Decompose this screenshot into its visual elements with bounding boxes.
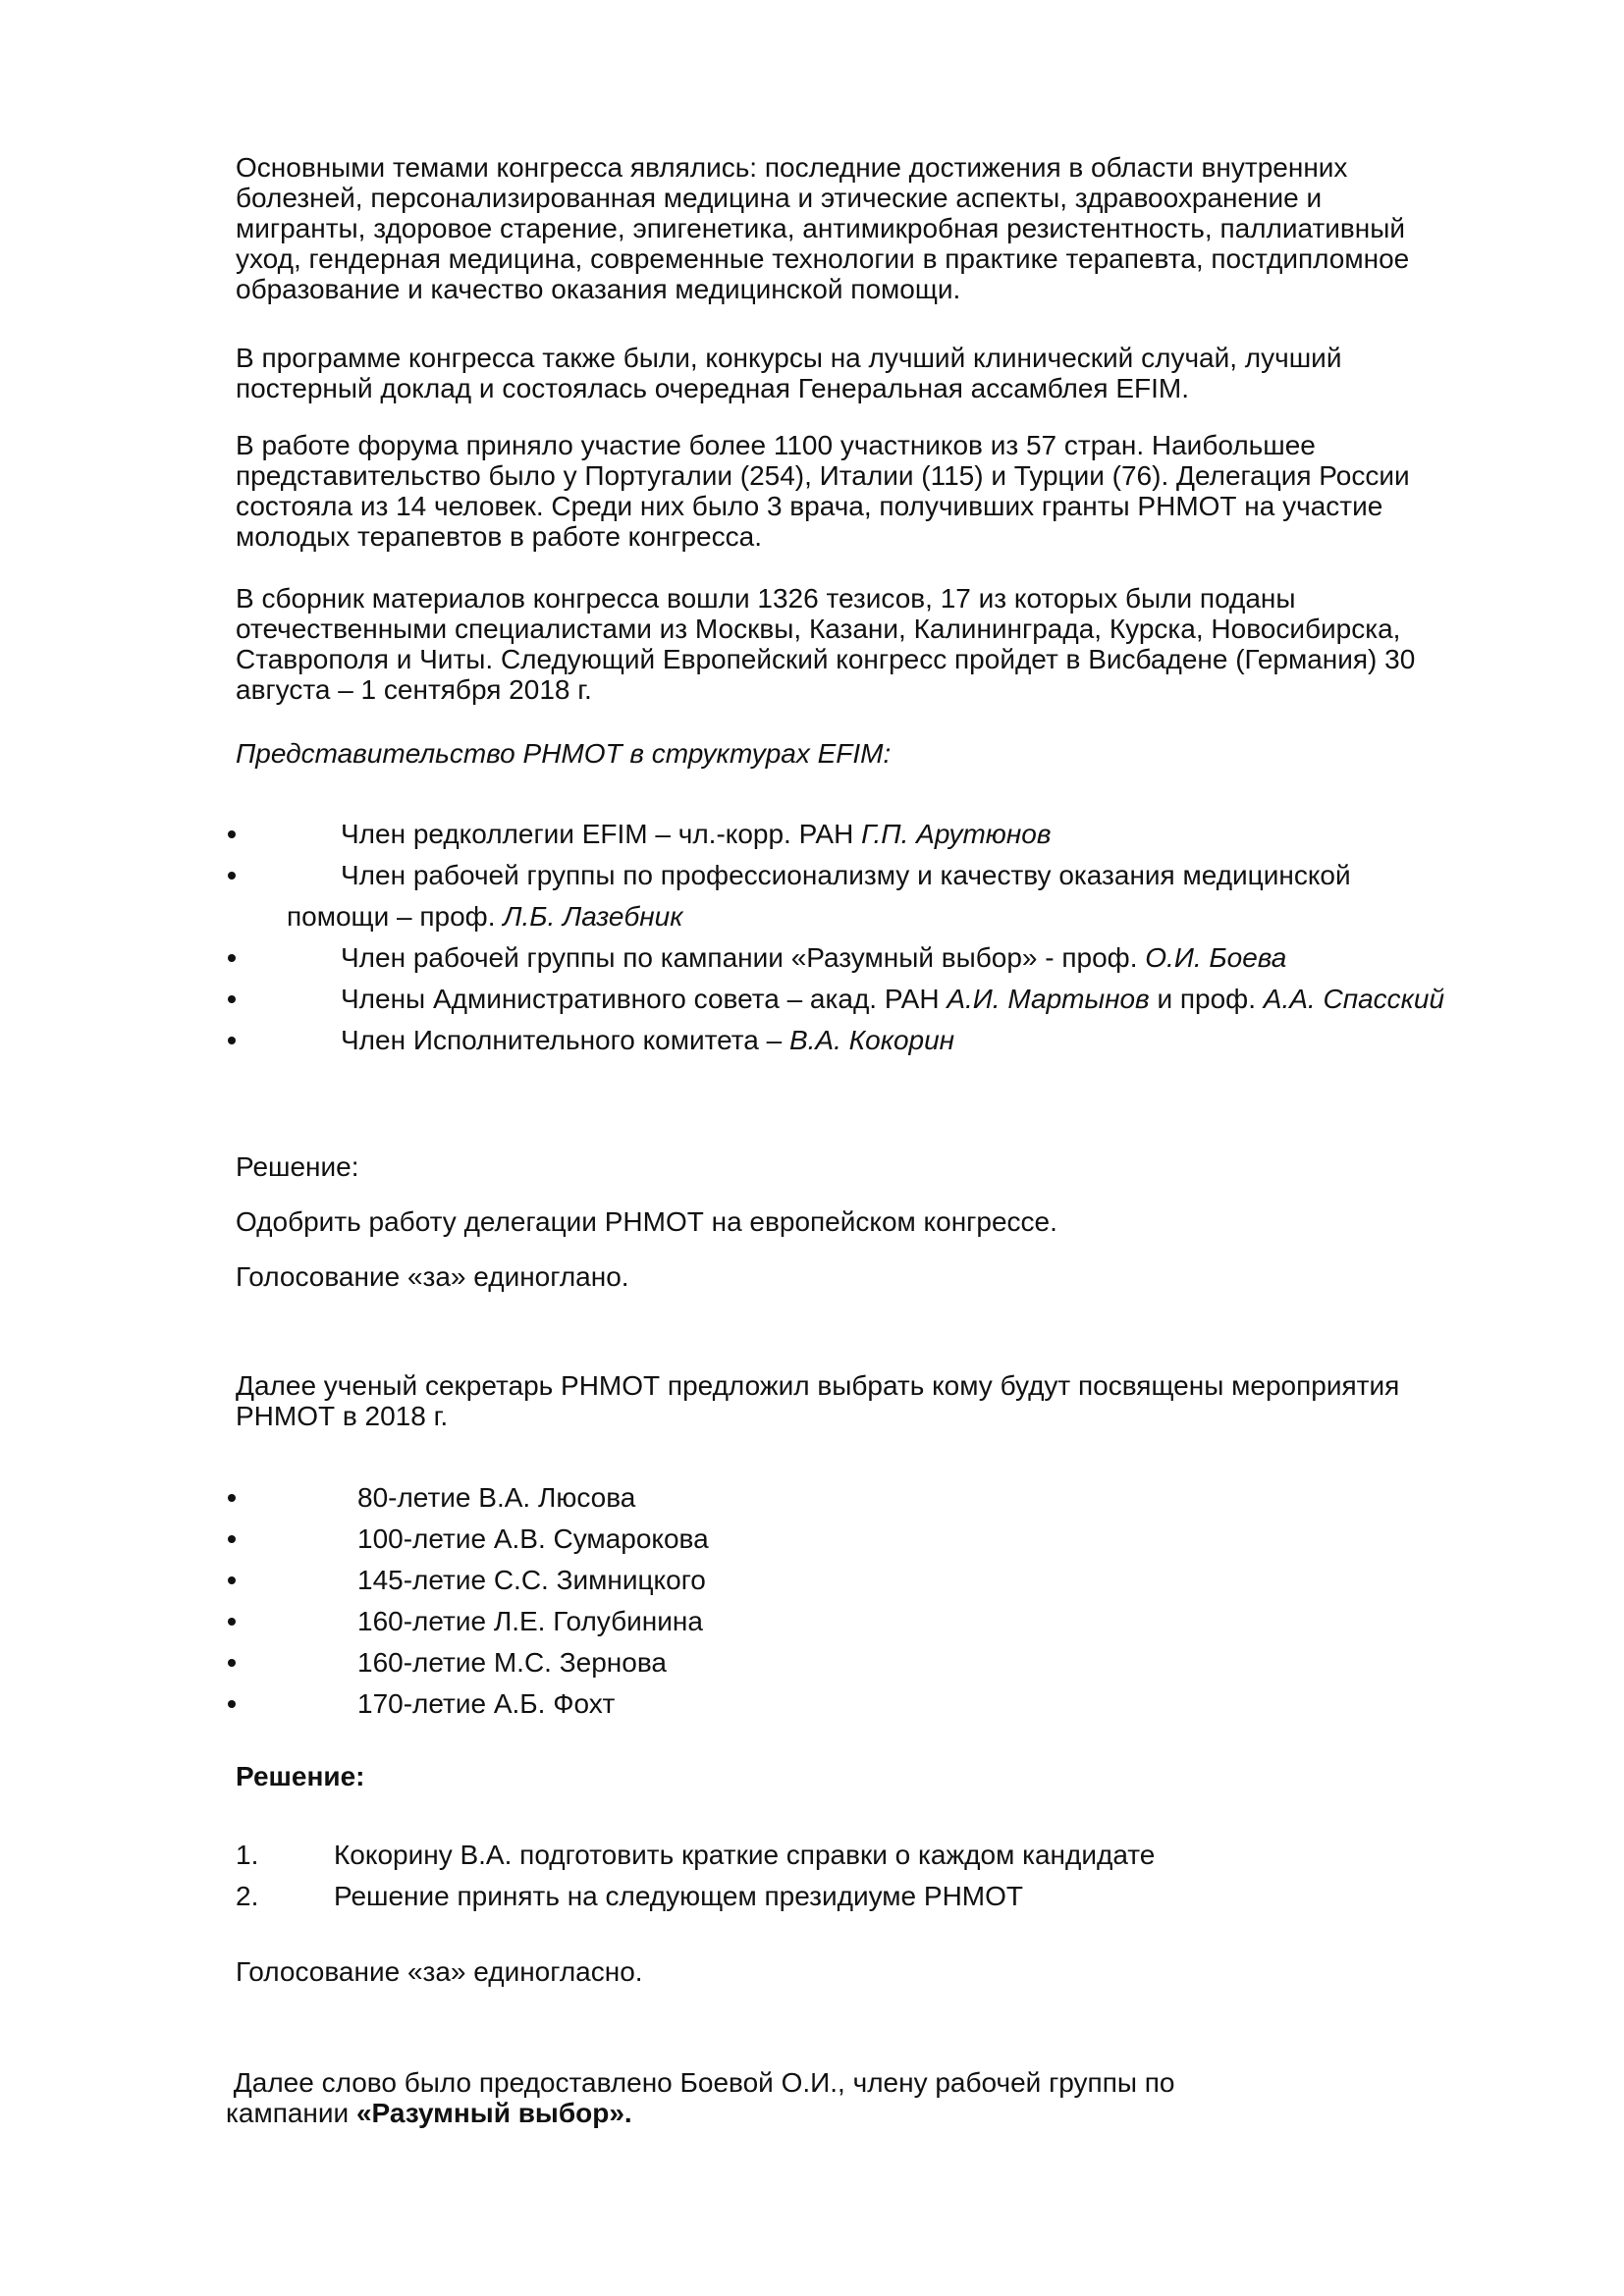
document-page: Основными темами конгресса являлись: последние достижения в области внутренних болезней, персонализированная медицина и этические аспекты, здравоохранение и мигранты, здоровое старение, эпигенетика, антимикробная резистентность, паллиативный уход, гендерная медицина, современные технологии в практике терапевта, постдипломное образование и качество оказания медицинской помощи. В программе конгресса также были, конкурсы на лучший клинический случай, лучший постерный доклад и состоялась очередная Генеральная ассамблея EFIM. В работе форума приняло участие более 1100 участников из 57 стран. Наибольшее представительство было у Португалии (254), Италии (115) и Турции (76). Делегация России состояла из 14 человек. Среди них было 3 врача, получивших гранты РНМОТ на участие молодых терапевтов в работе конгресса. В сборник материалов конгресса вошли 1326 тезисов, 17 из которых были поданы отечественными специалистами из Москвы, Казани, Калининграда, Курска, Новосибирска, Ставрополя и Читы. Следующий Европейский конгресс пройдет в Висбадене (Германия) 30 августа – 1 сентября 2018 г. Представительство РНМОТ в структурах EFIM: Член редколлегии EFIM – чл.-корр. РАН Г.П. Арутюнов Член рабочей группы по профессионализму и качеству оказания медицинской помощи – проф. Л.Б. Лазебник Член рабочей группы по кампании «Разумный выбор» - проф. О.И. Боева Члены Административного совета – акад. РАН А.И. Мартынов и проф. А.А. Спасский Член Исполнительного комитета – В.А. Кокорин Решение: Одобрить работу делегации РНМОТ на европейском конгрессе. Голосование «за» единоглано. Далее ученый секретарь РНМОТ предложил выбрать кому будут посвящены мероприятия РНМОТ в 2018 г. 80-летие В.А. Люсова 100-летие А.В. Сумарокова 145-летие С.С. Зимницкого 160-летие Л.Е. Голубинина 160-летие М.С. Зернова 170-летие А.Б. Фохт Решение: 1. Кокорину В.А. подготовить краткие справки о каждом кандидате 2. Решение принять на следующем президиуме РНМОТ Голосование «за» единогласно. Далее слово было предоставлено Боевой О.И., члену рабочей группы по кампании «Разумный выбор». (0, 0, 1624, 2296)
program-paragraph (236, 343, 1512, 403)
bullet-icon (228, 1494, 236, 1502)
text-line: уход, гендерная медицина, современные технологии в практике терапевта, постдипломное (236, 243, 1410, 274)
bullet-icon (228, 830, 236, 838)
decision-text: Одобрить работу делегации РНМОТ на европейском конгрессе. (236, 1206, 1057, 1237)
text-line: представительство было у Португалии (254), Италии (115) и Турции (76). Делегация России (236, 460, 1410, 491)
decision-label: Решение: (236, 1151, 359, 1182)
text-line: Ставрополя и Читы. Следующий Европейский конгресс пройдет в Висбадене (Германия) 30 (236, 644, 1416, 674)
representation-heading: Представительство РНМОТ в структурах EFIM: (236, 738, 892, 769)
vote-result: Голосование «за» единоглано. (236, 1261, 629, 1292)
text-line: состояла из 14 человек. Среди них было 3 врача, получивших гранты РНМОТ на участие (236, 491, 1383, 521)
text-line: В программе конгресса также были, конкурсы на лучший клинический случай, лучший (236, 343, 1342, 373)
collection-paragraph (236, 583, 1512, 705)
text-line: августа – 1 сентября 2018 г. (236, 674, 592, 705)
text-line: мигранты, здоровое старение, эпигенетика, антимикробная резистентность, паллиативный (236, 213, 1406, 243)
secretary-paragraph (236, 1370, 1512, 1431)
decision-label: Решение: (236, 1761, 365, 1791)
text-line: молодых терапевтов в работе конгресса. (236, 521, 762, 552)
text-line: Основными темами конгресса являлись: последние достижения в области внутренних (236, 152, 1348, 183)
text-line: РНМОТ в 2018 г. (236, 1401, 449, 1431)
bullet-icon (228, 872, 236, 880)
text-line: образование и качество оказания медицинской помощи. (236, 274, 961, 304)
text-line: постерный доклад и состоялась очередная Генеральная ассамблея EFIM. (236, 373, 1190, 403)
intro-paragraph (236, 152, 1512, 304)
bullet-icon (228, 954, 236, 962)
bullet-icon (228, 1659, 236, 1667)
bullet-icon (228, 1700, 236, 1708)
text-line: болезней, персонализированная медицина и этические аспекты, здравоохранение и (236, 183, 1323, 213)
bullet-icon (228, 1576, 236, 1584)
forum-paragraph (236, 430, 1512, 552)
final-paragraph: Далее слово было предоставлено Боевой О.И., члену рабочей группы по кампании «Разумный выбор». (226, 2067, 1175, 2128)
text-line: Далее ученый секретарь РНМОТ предложил выбрать кому будут посвящены мероприятия (236, 1370, 1400, 1401)
vote-result: Голосование «за» единогласно. (236, 1956, 643, 1987)
bullet-icon (228, 995, 236, 1003)
bullet-icon (228, 1037, 236, 1044)
text-line: отечественными специалистами из Москвы, Казани, Калининграда, Курска, Новосибирска, (236, 614, 1401, 644)
bullet-icon (228, 1618, 236, 1626)
bullet-icon (228, 1535, 236, 1543)
text-line: В работе форума приняло участие более 1100 участников из 57 стран. Наибольшее (236, 430, 1316, 460)
text-line: В сборник материалов конгресса вошли 1326 тезисов, 17 из которых были поданы (236, 583, 1296, 614)
